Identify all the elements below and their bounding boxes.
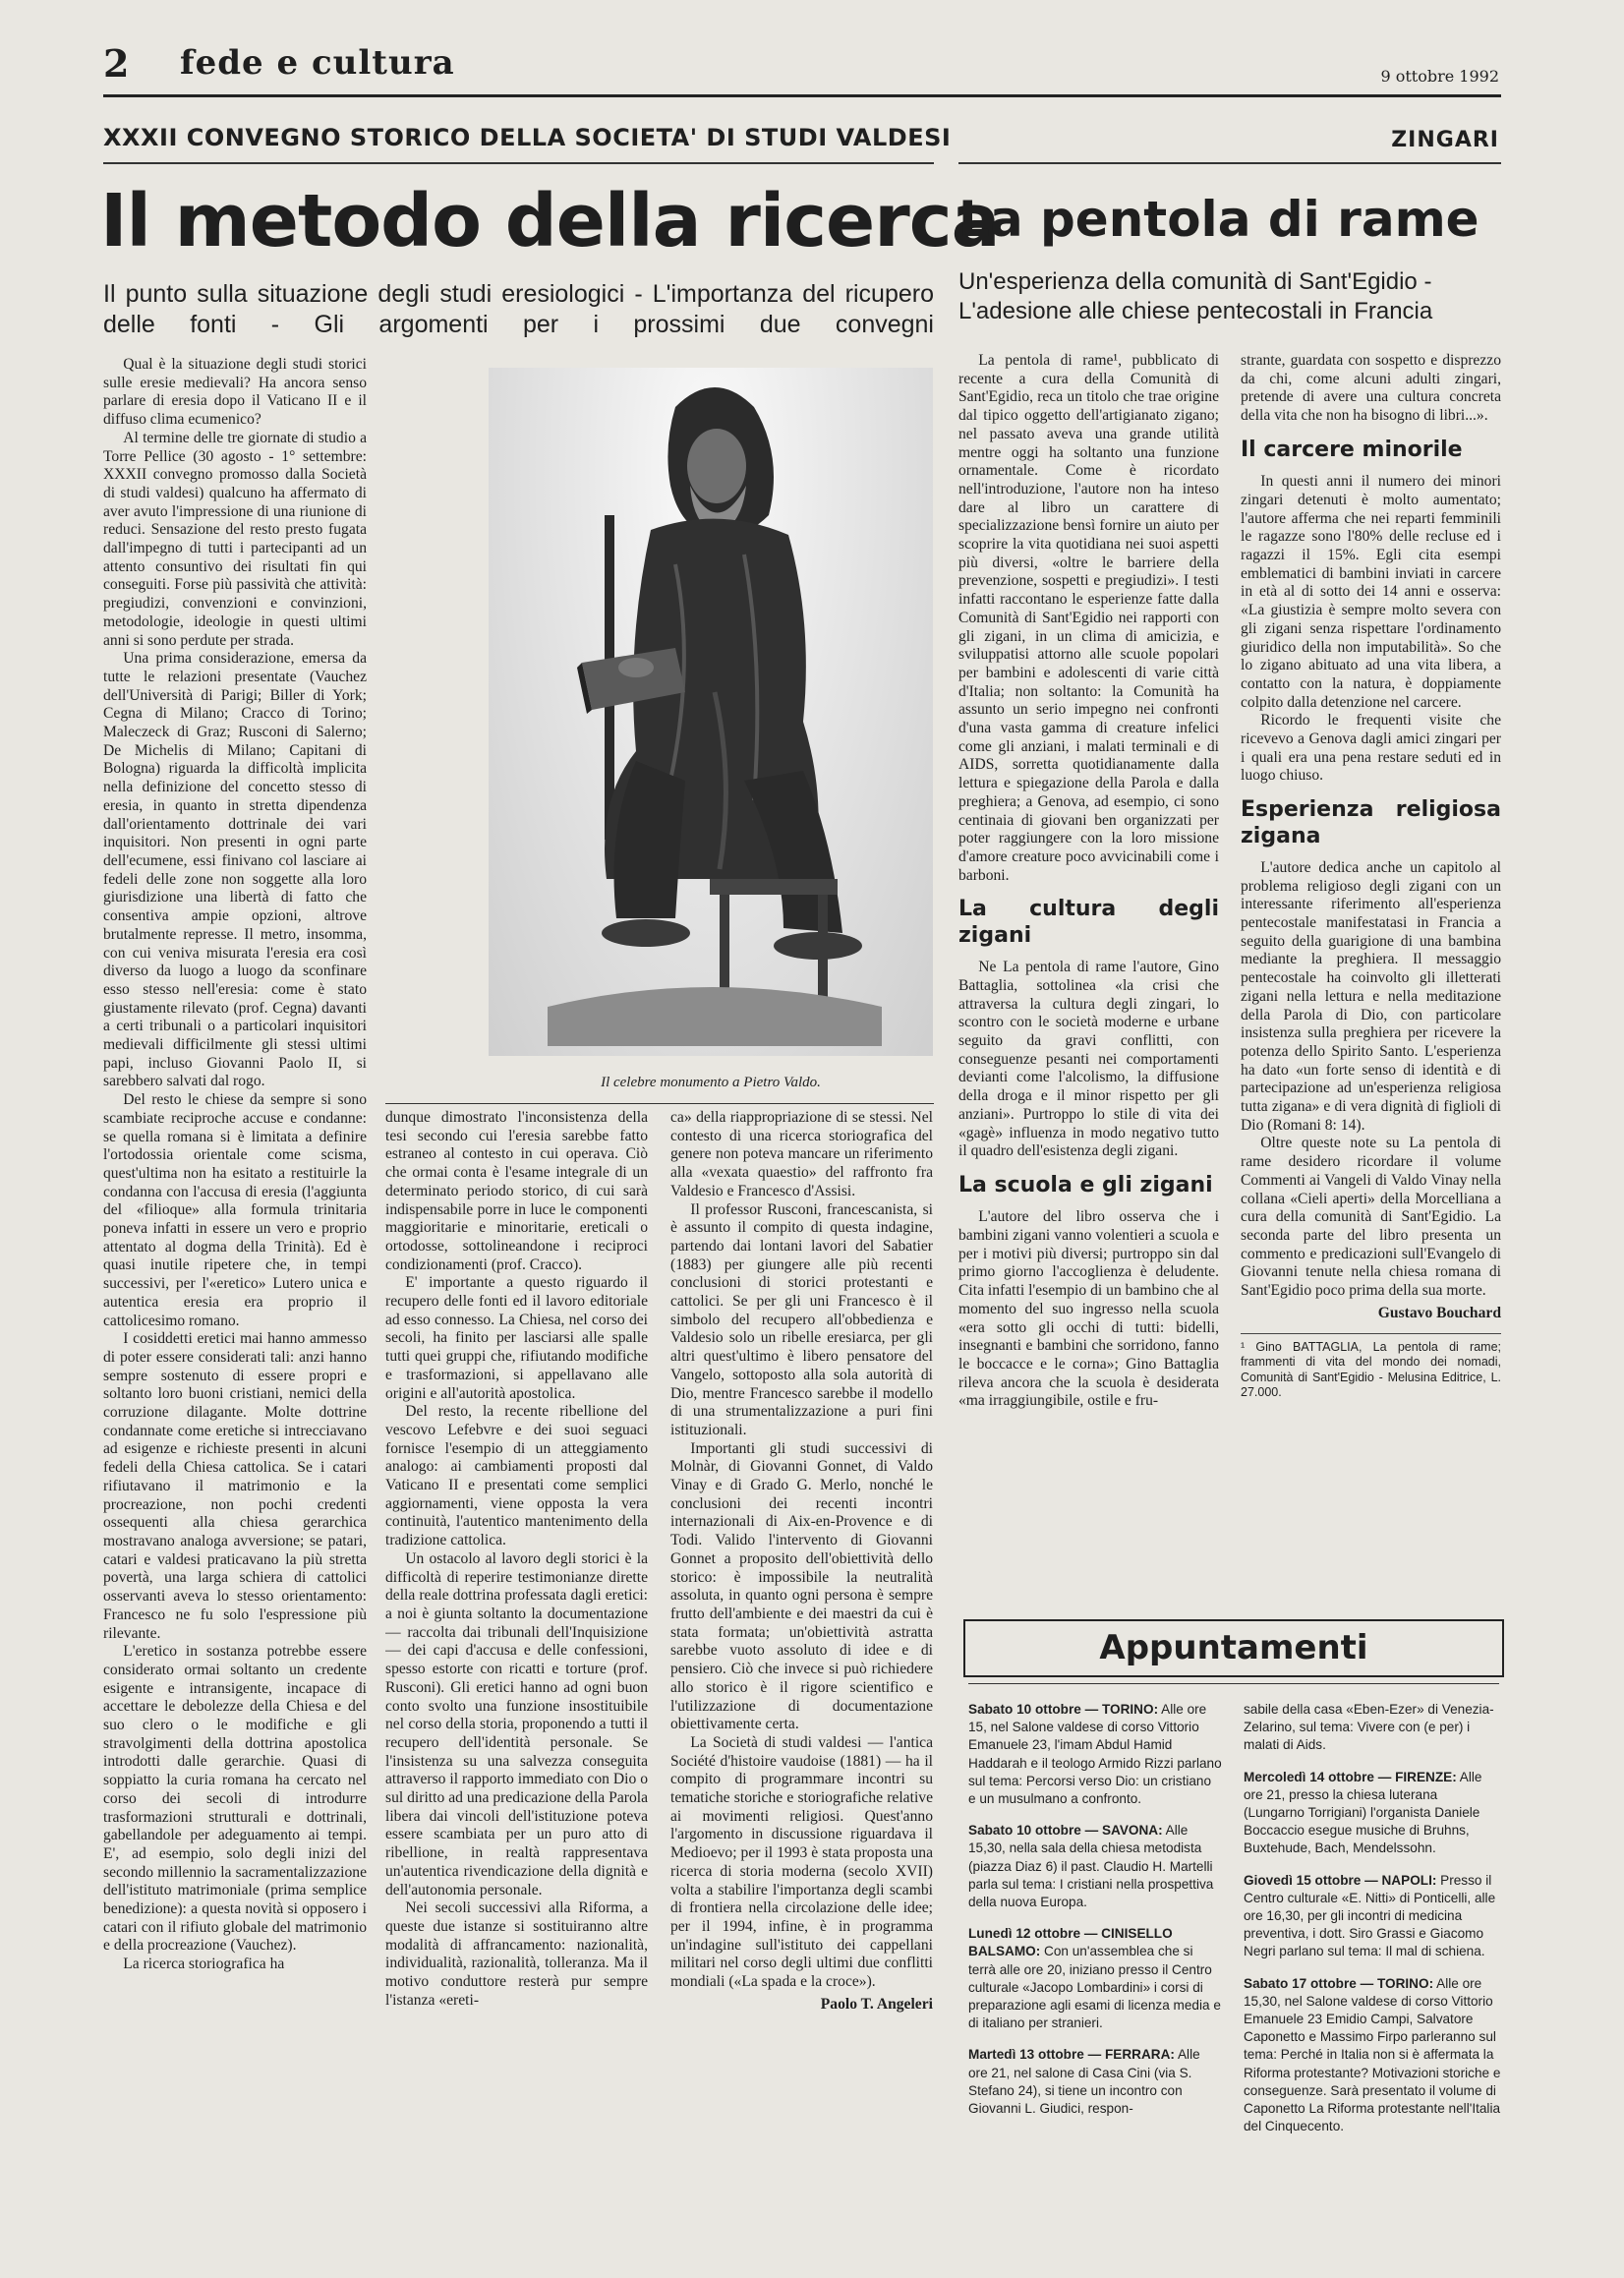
masthead <box>103 41 1499 96</box>
appointment-when: Sabato 17 ottobre — TORINO: <box>1244 1975 1434 1991</box>
right-kicker-rule <box>958 162 1501 164</box>
left-article-column-1 <box>103 356 367 2263</box>
right-article-column-2 <box>1241 352 1501 1601</box>
paragraph: E' importante a questo riguardo il recupero delle fonti ed il lavoro editoriale ad esso connesso. La Chiesa, nel corso dei secoli, ha finito per lasciarsi alle spalle tutti quei gruppi che, rifiutando modifiche e trasformazioni, si appellavano alle origini e all'autorità apostolica. <box>385 1274 648 1402</box>
paragraph: ca» della riappropriazione di se stessi. Nel contesto di una ricerca storiografica del genere non poteva mancare un riferimento alla «vexata quaestio» del raffronto fra Valdesio e Francesco d'Assisi. <box>670 1109 933 1199</box>
paragraph: strante, guardata con sospetto e disprezzo da chi, come alcuni adulti zingari, pretende di avere una cultura concreta della vita che non ha bisogno di libri...». <box>1241 352 1501 425</box>
paragraph: Del resto, la recente ribellione del vescovo Lefebvre e dei suoi seguaci fornisce l'esempio di un atteggiamento analogo: ai cambiamenti proposti dal Vaticano II e presentati come semplici aggiornamenti, viene opposta la vera continuità, l'autentico mantenimento della tradizione cattolica. <box>385 1403 648 1549</box>
appointment-text: sabile della casa «Eben-Ezer» di Venezia-Zelarino, sul tema: Vivere con (e per) i malati di Aids. <box>1244 1702 1494 1753</box>
paragraph: In questi anni il numero dei minori zingari detenuti è molto aumentato; l'autore afferma che nei reparti femminili le ragazze sono l'80% delle recluse ed i ragazzi il 15%. Egli cita esempi emblematici di bambini inviati in carcere in età al di sotto dei 14 anni e osserva: «La giustizia è sempre molto severa con gli zigani senza rispettare l'ordinamento giuridico della non imputabilità». So che lo zigano abituato ad una vita libera, a contatto con la natura, è doppiamente colpito dalla detenzione nel carcere. <box>1241 473 1501 711</box>
appointment-text: Con un'assemblea che si terrà alle ore 20, iniziano presso il Centro culturale «Jacopo Lombardini» i corsi di preparazione agli esami di licenza media e di italiano per stranieri. <box>968 1944 1221 2031</box>
author-signature: Gustavo Bouchard <box>1377 1304 1501 1321</box>
masthead-rule <box>103 94 1501 97</box>
appointment-item <box>1244 1701 1501 1755</box>
paragraph: Il professor Rusconi, francescanista, si è assunto il compito di questa indagine, partendo dai lontani lavori del Sabatier (1883) per giungere alle più recenti conclusioni di storici protestanti e cattolici. Se per gli uni Francesco è il simbolo del recupero all'obbedienza e Valdesio solo un ribelle eresiarca, per gli altri quest'ultimo è libero pensatore del Vangelo, sottoposto alla sola autorità di Dio, mentre Francesco sarebbe il modello di una strumentalizzazione a puri fini istituzionali. <box>670 1200 933 1438</box>
appointment-when: Mercoledì 14 ottobre — FIRENZE: <box>1244 1769 1457 1784</box>
left-article-column-3 <box>670 1109 933 2261</box>
section-title: fede e cultura <box>180 43 455 83</box>
right-article-column-1 <box>958 352 1219 1601</box>
paragraph: Oltre queste note su La pentola di rame desidero ricordare il volume Commenti ai Vangeli di Valdo Vinay nella collana «Cieli aperti» della Morcelliana a cura della comunità di Sant'Egidio. La seconda parte del libro presenta un commento e predicazioni sull'Evangelo di Giovanni tenute nella chiesa romana di Sant'Egidio poco prima della sua morte. <box>1241 1135 1501 1300</box>
paragraph: La ricerca storiografica ha <box>123 1956 285 1973</box>
appointment-item <box>968 1822 1222 1911</box>
appointment-text: Alle ore 21, nel salone di Casa Cini (via S. Stefano 24), si tiene un incontro con Giovanni L. Giudici, respon- <box>968 2047 1200 2117</box>
appointments-column-1 <box>968 1701 1222 2261</box>
paragraph: L'eretico in sostanza potrebbe essere considerato ormai soltanto un credente esigente e intransigente, incapace di accettare le debolezze della Chiesa e del suo clero o le modifiche e gli stravolgimenti della dottrina apostolica introdotti dalle gerarchie. Quasi di soppiatto la curia romana ha cercato nel corso dei secoli di introdurre trasformazioni strutturali e dottrinali, gabellandole per adeguamento ai tempi. E', ad esempio, solo degli inizi del secondo millennio la sacramentalizzazione dell'istituto matrimoniale (prima semplice benedizione): a questa novità si opposero i catari con il rifiuto globale del matrimonio e della procreazione (Vauchez). <box>103 1643 367 1955</box>
appointments-header-box <box>963 1619 1504 1677</box>
paragraph: Un ostacolo al lavoro degli storici è la difficoltà di reperire testimonianze dirette della reale dottrina professata dagli eretici: a noi è giunta soltanto la documentazione — raccolta dai tribunali dell'Inquisizione — dei capi d'accusa e delle confessioni, spesso estorte con ricatti e torture (prof. Rusconi). Gli eretici hanno ad ogni buon conto svolto una funzione insostituibile nel corso della storia, proponendo a tutti il recupero dell'identità personale. Se l'insistenza su una salvezza conseguita attraverso il rapporto immediato con Dio o sul diritto ad una predicazione della Parola libera dai vincoli dell'istituzione poteva essere scambiata per un puro atto di ribellione, in realtà rappresentava un'autentica rivendicazione della dignità e dell'autonomia personale. <box>385 1549 648 1898</box>
appointment-text: Alle ore 21, presso la chiesa luterana (Lungarno Torrigiani) l'organista Daniele Boccaccio esegue musiche di Bruhns, Buxtehude, Bach, Mendelssohn. <box>1244 1769 1482 1856</box>
appointment-item <box>1244 1872 1501 1961</box>
caption-rule <box>385 1103 934 1104</box>
appointment-when: Giovedì 15 ottobre — NAPOLI: <box>1244 1872 1437 1888</box>
pietro-valdo-statue-image <box>489 368 933 1056</box>
appointment-item <box>968 1925 1222 2032</box>
author-signature: Paolo T. Angeleri <box>820 1995 933 2013</box>
paragraph: Una prima considerazione, emersa da tutte le relazioni presentate (Vauchez dell'Università di Parigi; Biller di York; Cegna di Milano; Cracco di Torino; Maleczeck di Graz; Rusconi di Salerno; De Michelis di Milano; Capitani di Bologna) riguarda la difficoltà implicita nella definizione del concetto stesso di eresia, in quanto in stretta dipendenza dall'orientamento dottrinale dei vari inquisitori. Non presenti in ogni parte dell'ecumene, essi finivano col lasciare ai fedeli delle zone non soggette alla loro giurisdizione una libertà di fatto che consentiva ampie opzioni, altrove brutalmente represse. Il metro, insomma, con cui veniva misurata l'eresia era così diverso da luogo a luogo da sconfinare esso stesso nell'eresia: come è stato giustamente rilevato (prof. Cegna) davanti a certi tribunali o a particolari inquisitori medievali difficilmente gli stessi ultimi papi, incluso Giovanni Paolo II, si sarebbero salvati dal rogo. <box>103 650 367 1090</box>
paragraph: Nei secoli successivi alla Riforma, a queste due istanze si sostituiranno altre modalità di affrancamento: nazionalità, individualità, razionalità, tolleranza. Ma il motivo conduttore resterà pur sempre l'istanza «ereti- <box>385 1899 648 2009</box>
left-article-column-2 <box>385 1109 648 2261</box>
appointment-item <box>1244 1769 1501 1858</box>
subheading-carcere: Il carcere minorile <box>1241 437 1463 462</box>
appointment-item <box>968 1701 1222 1808</box>
appointment-text: Alle ore 15, nel Salone valdese di corso Vittorio Emanuele 23, l'imam Abdul Hamid Haddarah e il teologo Armido Rizzi parlano sul tema: Percorsi verso Dio: un cristiano e un musulmano a confronto. <box>968 1702 1222 1807</box>
appointment-text: Alle 15,30, nella sala della chiesa metodista (piazza Diaz 6) il past. Claudio H. Martelli parla sul tema: I cristiani nella prospettiva della nuova Europa. <box>968 1823 1214 1910</box>
footnote: ¹ Gino BATTAGLIA, La pentola di rame; frammenti di vita del mondo dei nomadi, Comunità di Sant'Egidio - Melusina Editrice, L. 27.000. <box>1241 1333 1501 1402</box>
left-headline: Il metodo della ricerca <box>100 179 1000 263</box>
subheading-cultura: La cultura degli zigani <box>958 897 1219 948</box>
appointment-when: Martedì 13 ottobre — FERRARA: <box>968 2047 1175 2063</box>
appointment-item <box>968 2046 1222 2118</box>
paragraph: L'autore del libro osserva che i bambini zigani vanno volentieri a scuola e per i motivi più diversi; purtroppo sin dal primo giorno l'accoglienza è deludente. Cita infatti l'esempio di un bambino che al momento del suo ingresso nella scuola «era sotto gli occhi di tutti: bidelli, insegnanti e bambini che sorridono, fanno le boccacce e le corna»; Gino Battaglia rileva ancora che la scuola è desiderata «ma irraggiungibile, ostile e fru- <box>958 1208 1219 1410</box>
right-headline: La pentola di rame <box>958 191 1479 248</box>
appointment-when: Sabato 10 ottobre — SAVONA: <box>968 1823 1163 1839</box>
appointment-when: Lunedì 12 ottobre — CINISELLO BALSAMO: <box>968 1926 1173 1959</box>
paragraph: Ne La pentola di rame l'autore, Gino Battaglia, sottolinea «la crisi che attraversa la cultura degli zingari, lo scontro con le società moderne e urbane seguito da gravi conflitti, con conseguenze pesanti nei comportamenti devianti come l'alcolismo, la diffusione della droga e il minor rispetto per gli anziani». Purtroppo lo stile di vita dei «gagè» influenza in modo negativo tutto il quadro dell'esistenza degli zigani. <box>958 959 1219 1160</box>
paragraph: Del resto le chiese da sempre si sono scambiate reciproche accuse e condanne: se quella romana si è limitata a definire l'ortodossia orientale come scisma, quest'ultima non ha esitato a restituirle la condanna con l'accusa di eresia (l'aggiunta del «filioque» alla formula trinitaria poneva infatti in essere un vero e proprio attentato al dogma della Trinità). Ed è quasi inutile ripetere che, in tempi successivi, per l'«eretico» Lutero unica e autentica eresia era proprio il cattolicesimo romano. <box>103 1091 367 1329</box>
left-kicker-rule <box>103 162 934 164</box>
paragraph: Ricordo le frequenti visite che ricevevo a Genova dagli amici zingari per i quali era una pena restare seduti ed in luogo chiuso. <box>1241 712 1501 785</box>
appointments-column-2 <box>1244 1701 1501 2261</box>
paragraph: La pentola di rame¹, pubblicato di recente a cura della Comunità di Sant'Egidio, reca un titolo che trae origine dal tipico oggetto dell'artigianato zigano; nel passato aveva una grande utilità mentre oggi ha soltanto una funzione ornamentale. Come è ricordato nell'introduzione, l'autore non ha inteso dare al libro un carattere di specializzazione bensì fornire un aiuto per scoprire la vita quotidiana nei suoi aspetti più diversi, «oltre le barriere della prevenzione, sospetti e pregiudizi». I testi infatti raccontano le esperienze fatte dalla Comunità di Sant'Egidio nei rapporti con gli zigani, in un clima di amicizia, e sviluppatisi attorno alle scuole popolari per bambini e adolescenti di varie città d'Italia; non soltanto: la Comunità ha assunto un serio impegno nei confronti d'una vasta gamma di creature infelici come gli anziani, i malati terminali e di AIDS, sorretta quotidianamente dalla lettura e spiegazione della Parola e dalla preghiera; a Genova, ad esempio, ci sono centinaia di giovani ben organizzati per poter raggiungere con la loro missione d'amore creature poco avvicinabili come i barboni. <box>958 352 1219 884</box>
appointments-rule <box>968 1683 1499 1684</box>
paragraph: Al termine delle tre giornate di studio a Torre Pellice (30 agosto - 1° settembre: XXXII convegno promosso dalla Società di studi valdesi) qualcuno ha affermato di aver avuto l'impressione di una riunione di reduci. Sensazione del resto presto fugata dall'impegno di tutti i partecipanti ad un attento consuntivo dei risultati fin qui conseguiti. Forse più passività che attività: pregiudizi, convenzioni e convinzioni, metodologie, ideologie in questi ultimi anni si sono perdute per strada. <box>103 429 367 649</box>
subheading-religiosa: Esperienza religiosa zigana <box>1241 797 1501 848</box>
paragraph: L'autore dedica anche un capitolo al problema religioso degli zigani con un interessante riferimento all'esperienza pentecostale manifestatasi in Francia a seguito della guarigione di una bambina mediante la preghiera. Il messaggio pentecostale ha coinvolto gli illetterati zigani nella lettura e nella meditazione della Parola di Dio, con particolare insistenza sulla preghiera per ricevere la potenza dello Spirito Santo. L'esperienza ha dato «un forte senso di identità e di partecipazione ad un'esperienza religiosa tutta zigana» e di vera dignità di figlioli di Dio (Romani 8: 14). <box>1241 858 1501 1134</box>
right-subheadline: Un'esperienza della comunità di Sant'Egidio - L'adesione alle chiese pentecostali in Francia <box>958 268 1433 324</box>
appointment-when: Sabato 10 ottobre — TORINO: <box>968 1702 1159 1717</box>
monument-photo <box>489 368 933 1056</box>
appointment-text: Presso il Centro culturale «E. Nitti» di Ponticelli, alle ore 16,30, per gli incontri di medicina preventiva, i dott. Siro Grassi e Giacomo Negri parlano sul tema: Il mal di schiena. <box>1244 1872 1496 1959</box>
paragraph: dunque dimostrato l'inconsistenza della tesi secondo cui l'eresia sarebbe fatto estraneo al contesto in cui operava. Ciò che ormai conta è l'esame integrale di un determinato periodo storico, di cui sarà indispensabile porre in luce le componenti maggioritarie e minoritarie, ereticali o ortodosse, sottolineandone i reciproci condizionamenti (prof. Cracco). <box>385 1109 648 1273</box>
left-subheadline: Il punto sulla situazione degli studi eresiologici - L'importanza del ricupero delle fonti - Gli argomenti per i prossimi due convegni <box>103 280 934 339</box>
appointment-text: Alle ore 15,30, nel Salone valdese di corso Vittorio Emanuele 23 Emidio Campi, Salvatore Caponetto e Massimo Firpo parleranno sul tema: Perché in Italia non si è affermata la Riforma protestante? Motivazioni storiche e conseguenze. Sarà presentato il volume di Caponetto La Riforma protestante nell'Italia del Cinquecento. <box>1244 1975 1501 2134</box>
paragraph: Importanti gli studi successivi di Molnàr, di Giovanni Gonnet, di Valdo Vinay e di Grado G. Merlo, nonché le conclusioni dei recenti incontri internazionali di Aix-en-Provence e di Todi. Valido l'intervento di Giovanni Gonnet a proposito dell'obiettività dello storico: è impossibile la neutralità assoluta, in quanto ogni persona è sempre frutto dell'ambiente e dei maestri da cui è stata formata; un'obiettività astratta sarebbe vuoto assoluto di idee e di pensiero. Ciò che invece si può richiedere allo storico è il rigore scientifico e l'utilizzazione di documentazione obiettivamente certa. <box>670 1439 933 1733</box>
appointment-item <box>1244 1975 1501 2136</box>
issue-date: 9 ottobre 1992 <box>1380 67 1499 86</box>
appointments-title: Appuntamenti <box>1099 1628 1368 1667</box>
paragraph: I cosiddetti eretici mai hanno ammesso di poter essere considerati tali: anzi hanno sempre sostenuto di essere propri e soltanto loro buoni cristiani, nemici della corruzione dilagante. Molte dottrine condannate come eretiche si intrecciavano ad esigenze e richieste presenti in alcuni fedeli della Chiesa cattolica. Se i catari rifiutavano il matrimonio e la procreazione, non pochi credenti ossequenti alla chiesa gerarchica mostravano analoga avversione; se patari, catari e valdesi praticavano la più stretta povertà, una larga schiera di cattolici osservanti aveva lo stesso orientamento: Francesco ne fu solo l'espressione più rilevante. <box>103 1330 367 1642</box>
right-kicker: ZINGARI <box>1391 128 1499 152</box>
paragraph: La Società di studi valdesi — l'antica Société d'histoire vaudoise (1881) — ha il compito di programmare incontri su tematiche storiche e storiografiche relative ai movimenti religiosi. Quest'anno l'argomento in discussione riguardava il Medioevo; per il 1993 è stata proposta una ricerca di storia moderna (secolo XVII) volta a stabilire l'importanza degli scambi di frontiera nella circolazione delle idee; per il 1994, infine, è in programma un'indagine sull'istituto dei cappellani militari nel corso degli ultimi due conflitti mondiali («La spada e la croce»). <box>670 1733 933 1991</box>
photo-caption: Il celebre monumento a Pietro Valdo. <box>601 1075 821 1090</box>
subheading-scuola: La scuola e gli zigani <box>958 1172 1213 1197</box>
paragraph: Qual è la situazione degli studi storici sulle eresie medievali? Ha ancora senso parlare di eresia dopo il Vaticano II e il diffuso clima ecumenico? <box>103 356 367 429</box>
page-number: 2 <box>103 41 130 86</box>
left-kicker: XXXII CONVEGNO STORICO DELLA SOCIETA' DI STUDI VALDESI <box>103 124 952 151</box>
